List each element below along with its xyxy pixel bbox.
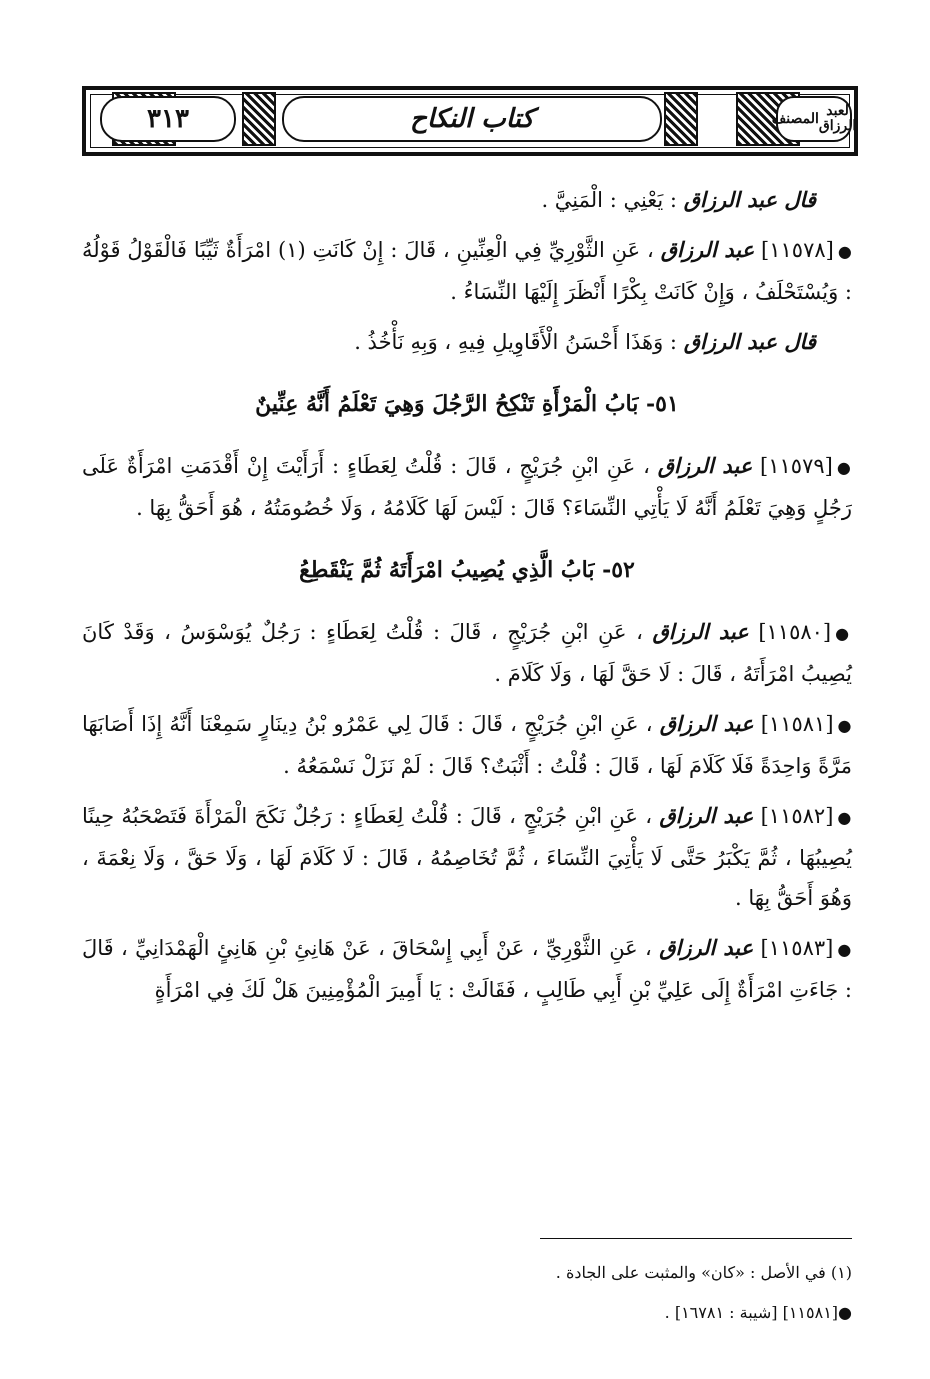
hadith-number: [١١٥٧٨] [761, 238, 834, 262]
logo-line-2: لعبد الرزاق [818, 103, 857, 134]
paragraph-text: ، عَنِ ابْنِ جُرَيْجٍ ، قَالَ : قُلْتُ لِعَطَاءٍ : أَرَأَيْتَ إِنْ أَقْدَمَتِ امْرَأَةٌ عَلَى رَجُلٍ وَهِيَ تَعْلَمُ أَنَّهُ لَا يَأْتِي النِّسَاءَ؟ قَالَ : لَيْسَ لَهَا كَلَامُهُ ، وَلَا خُصُومَتُهُ ، هُوَ أَحَقُّ بِهَا . [82, 454, 852, 520]
hadith-number: [١١٥٨٠] [758, 620, 832, 644]
paragraph-text: ، عَنِ الثَّوْرِيِّ فِي الْعِنِّينِ ، قَالَ : إِنْ كَانَتِ (١) امْرَأَةٌ ثَيِّبًا فَالْقَوْلُ قَوْلُهُ : وَيُسْتَحْلَفُ ، وَإِنْ كَانَتْ بِكْرًا أَنْظَرَ إِلَيْهَا النِّسَاءُ . [82, 238, 852, 304]
hadith-number: [١١٥٨٣] [760, 936, 834, 960]
footnotes [82, 1256, 852, 1336]
paragraph-text: : وَهَذَا أَحْسَنُ الْأَقَاوِيلِ فِيهِ ، وَبِهِ نَأْخُذُ . [354, 330, 678, 354]
logo-line-1: المصنف [771, 110, 819, 127]
hadith-11582 [82, 796, 852, 918]
paragraph-text: ، عَنِ ابْنِ جُرَيْجٍ ، قَالَ : قَالَ لِي عَمْرُو بْنُ دِينَارٍ سَمِعْنَا أَنَّهُ إِذَا أَصَابَهَا مَرَّةً وَاحِدَةً فَلَا كَلَامَ لَهَا ، قَالَ : قُلْتُ : أَثْبَتٌ؟ قَالَ : لَمْ نَزَلْ نَسْمَعُهُ . [82, 712, 852, 778]
hadith-11581 [82, 704, 852, 786]
hadith-number: [١١٥٨٢] [760, 804, 834, 828]
footnote-divider [540, 1238, 852, 1239]
author-name: عبد الرزاق [659, 803, 754, 828]
hadith-11583 [82, 928, 852, 1010]
bullet-icon: ● [837, 242, 853, 261]
ornament-right-inner-pattern [664, 92, 698, 146]
author-name: عبد الرزاق [657, 453, 753, 478]
page-header [82, 86, 858, 156]
author-name: عبد الرزاق [659, 711, 754, 736]
bullet-icon: ● [835, 624, 852, 643]
bullet-icon: ● [836, 458, 852, 477]
hadith-number: [١١٥٧٩] [760, 454, 833, 478]
hadith-11578 [82, 230, 852, 312]
hadith-number: [١١٥٨١] [760, 712, 834, 736]
paragraph-text: ، عَنِ الثَّوْرِيِّ ، عَنْ أَبِي إِسْحَاقَ ، عَنْ هَانِئِ بْنِ هَانِئٍ الْهَمْدَانِيِّ ، قَالَ : جَاءَتِ امْرَأَةٌ إِلَى عَلِيِّ بْنِ أَبِي طَالِبٍ ، فَقَالَتْ : يَا أَمِيرَ الْمُؤْمِنِينَ هَلْ لَكَ فِي امْرَأَةٍ [82, 936, 852, 1002]
author-name: قال عبد الرزاق [683, 187, 816, 212]
chapter-heading-51: ٥١- بَابُ الْمَرْأَةِ تَنْكِحُ الرَّجُلَ وَهِيَ تَعْلَمُ أَنَّهُ عِنِّينٌ [255, 391, 679, 417]
hadith-11580 [82, 612, 852, 694]
author-name: عبد الرزاق [659, 935, 754, 960]
book-logo [771, 96, 857, 142]
bullet-icon: ● [837, 808, 852, 827]
paragraph-text: : يَعْنِي : الْمَنِيَّ . [541, 188, 678, 212]
author-name: قال عبد الرزاق [683, 329, 816, 354]
bullet-icon: ● [837, 940, 852, 959]
paragraph-1 [82, 180, 852, 220]
page-number: ٣١٣ [100, 96, 236, 142]
main-text [82, 180, 852, 1020]
ornament-left-inner-pattern [242, 92, 276, 146]
author-name: عبد الرزاق [660, 237, 755, 262]
paragraph-3 [82, 322, 852, 362]
paragraph-text: ، عَنِ ابْنِ جُرَيْجٍ ، قَالَ : قُلْتُ لِعَطَاءٍ : رَجُلٌ يُوَسْوَسُ ، وَقَدْ كَانَ يُصِيبُ امْرَأَتَهُ ، قَالَ : لَا حَقَّ لَهَا ، وَلَا كَلَامَ . [82, 620, 852, 686]
chapter-heading-52: ٥٢- بَابُ الَّذِي يُصِيبُ امْرَأَتَهُ ثُمَّ يَنْقَطِعُ [299, 557, 635, 583]
footnote-2: ●[١١٥٨١] [شيبة : ١٦٧٨١] . [664, 1303, 852, 1322]
bullet-icon: ● [837, 716, 852, 735]
author-name: عبد الرزاق [652, 619, 749, 644]
paragraph-text: ، عَنِ ابْنِ جُرَيْجٍ ، قَالَ : قُلْتُ لِعَطَاءٍ : رَجُلٌ نَكَحَ الْمَرْأَةَ فَتَصْحَبُهُ حِينًا يُصِيبُهَا ، ثُمَّ يَكْبَرُ حَتَّى لَا يَأْتِيَ النِّسَاءَ ، ثُمَّ تُخَاصِمُهُ ، قَالَ : لَا كَلَامَ لَهَا ، وَلَا حَقَّ ، وَلَا نِعْمَةَ ، وَهُوَ أَحَقُّ بِهَا . [82, 804, 852, 910]
footnote-1: (١) في الأصل : «كان» والمثبت على الجادة . [555, 1263, 852, 1282]
running-title: كتاب النكاح [282, 96, 662, 142]
hadith-11579 [82, 446, 852, 528]
